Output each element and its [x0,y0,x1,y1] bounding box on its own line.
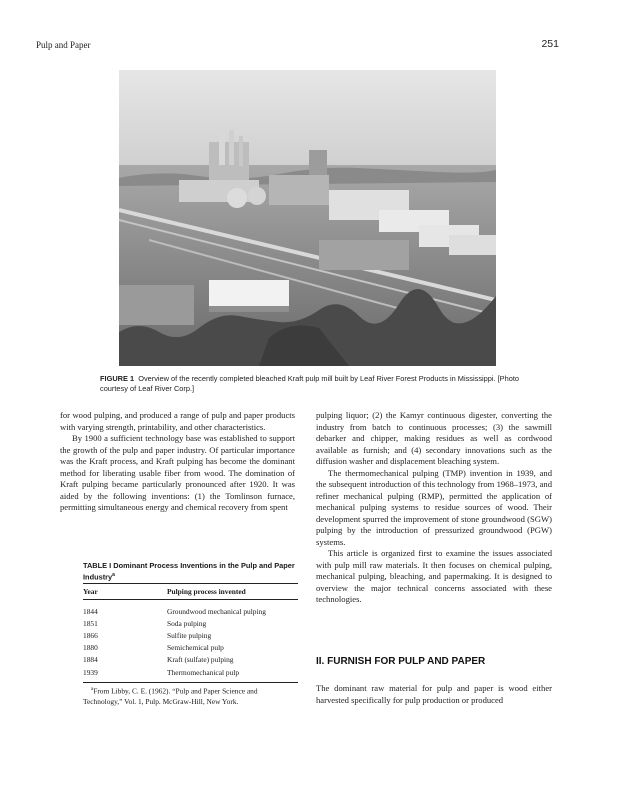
table-cell-year: 1866 [83,630,98,640]
section-body [316,683,552,706]
table-cell-process: Groundwood mechanical pulping [167,606,266,616]
figure-caption-text: Overview of the recently completed bleached Kraft pulp mill built by Leaf River Forest Products in Mississippi. [Photo courtesy of Leaf River Corp.] [100,374,519,393]
table-header-year: Year [83,587,98,596]
table-cell-year: 1880 [83,643,98,653]
table-footnote [83,685,298,707]
table-title-text: TABLE I Dominant Process Inventions in the Pulp and Paper Industry [83,561,295,581]
table-cell-year: 1851 [83,618,98,628]
table-cell-process: Thermomechanical pulp [167,667,240,677]
right-column-body [316,410,552,606]
table-row [83,617,298,629]
table-title [83,561,298,581]
paragraph: pulping liquor; (2) the Kamyr continuous digester, converting the industry from batch to continuous processes; (3) the sawmill debarker and chipper, making residues as well as cordwood available as furnish; and (4) secondary innovations such as the diffusion washer and displacement bleaching system. [316,410,552,466]
table-cell-process: Semichemical pulp [167,643,224,653]
table-header-row [83,584,298,599]
footnote-text: From Libby, C. E. (1962). “Pulp and Paper Science and Technology,” Vol. 1, Pulp. McGraw-Hill, New York. [83,686,258,706]
table-cell-process: Soda pulping [167,618,207,628]
paragraph: This article is organized first to examine the issues associated with pulp mill raw materials. It then focuses on chemical pulping, mechanical pulping, bleaching, and papermaking. It is designed to overview the major technical concerns associated with these technologies. [316,548,552,604]
paragraph: The thermomechanical pulping (TMP) invention in 1939, and the subsequent introduction of this technology from 1968–1973, and refiner mechanical pulping (RMP), permitted the application of mechanical pulping systems to residue sources of wood. Their development spurred the improvement of stone groundwood (SGW) pulping by the introduction of pressurized groundwood (PGW) systems. [316,467,552,547]
figure-label: FIGURE 1 [100,374,135,383]
paragraph: The dominant raw material for pulp and paper is wood either harvested specifically for pulp production or produced [316,683,552,705]
section-heading: II. FURNISH FOR PULP AND PAPER [316,656,486,667]
table-header-process: Pulping process invented [167,587,246,596]
table-cell-year: 1884 [83,655,98,665]
table-row [83,629,298,641]
table-cell-year: 1844 [83,606,98,616]
figure-photo [119,70,496,366]
left-column-body [60,410,295,514]
footnote-mark: a [91,687,94,692]
table-title-mark: a [112,571,115,578]
table-cell-process: Kraft (sulfate) pulping [167,655,234,665]
table-row [83,642,298,654]
table-cell-process: Sulfite pulping [167,630,212,640]
table-row [83,654,298,666]
figure-caption [100,374,520,394]
table-cell-year: 1939 [83,667,98,677]
table-row [83,605,298,617]
running-title: Pulp and Paper [36,40,91,50]
table-row [83,666,298,678]
page-number: 251 [541,38,559,50]
process-inventions-table [83,583,298,683]
paragraph: for wood pulping, and produced a range of pulp and paper products with varying strength, printability, and other characteristics. [60,410,295,432]
pulp-mill-aerial-photo [119,70,496,366]
paragraph: By 1900 a sufficient technology base was established to support the growth of the pulp and paper industry. Of particular importance was the Kraft process, and Kraft pulping has become the dominant method for liberating usable fiber from wood. The domination of Kraft pulping became particularly pronounced after 1920. It was aided by the following inventions: (1) the Tomlinson furnace, permitting simultaneous energy and chemical recovery from spent [60,433,295,512]
